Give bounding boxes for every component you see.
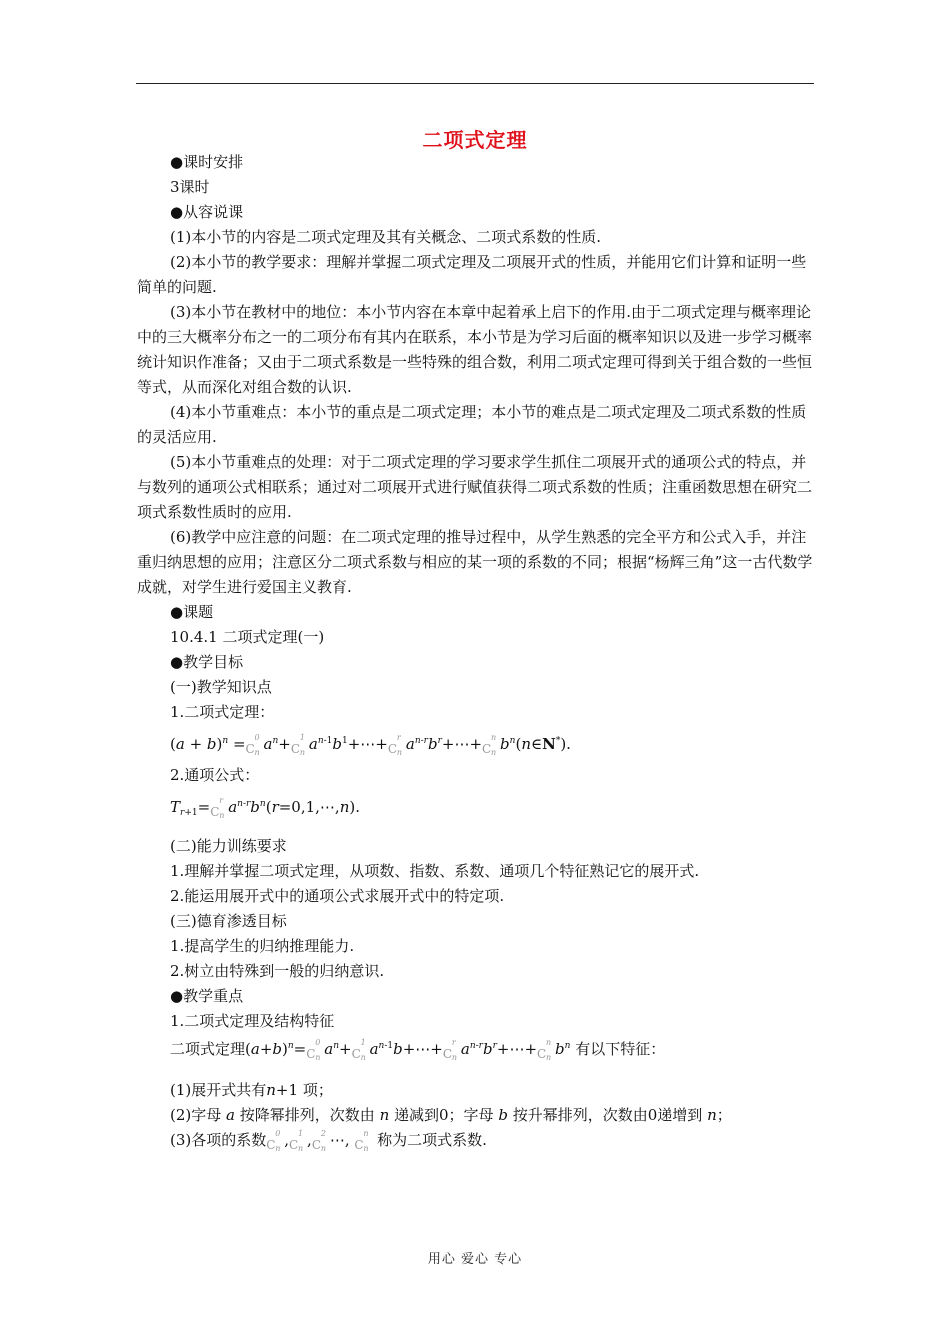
feature-2-d: 按升幂排列，次数由0递增到: [512, 1106, 703, 1124]
feature-2-a: (2)字母: [170, 1106, 222, 1124]
goal-1-2: 2.通项公式：: [170, 766, 260, 784]
feature-2: (2)字母 a 按降幂排列，次数由 n 递减到0；字母 b 按升幂排列，次数由0递增到 n；: [170, 1106, 732, 1124]
goal-1-1: 1.二项式定理：: [170, 703, 275, 721]
schedule-text: 3课时: [170, 178, 210, 196]
page-title: 二项式定理: [422, 128, 528, 152]
feature-2-c: 递减到0；字母: [394, 1106, 494, 1124]
heading-intro: ●从容说课: [170, 203, 244, 221]
feature-2-e: ；: [716, 1106, 732, 1124]
goal-2: (二)能力训练要求: [170, 837, 287, 855]
feature-3: (3)各项的系数 C 0 n , C 1 n , C 2 n ⋯, C n n 称为二项式系数.: [170, 1129, 487, 1153]
feature-3-a: (3)各项的系数: [170, 1131, 267, 1149]
paragraph-2: (2)本小节的教学要求：理解并掌握二项式定理及二项展开式的性质，并能用它们计算和证明一些简单的问题.: [137, 253, 807, 296]
heading-goals: ●教学目标: [170, 653, 244, 671]
feature-1-end: 项；: [302, 1081, 333, 1099]
key-point-1: 1.二项式定理及结构特征: [170, 1012, 335, 1030]
goal-3-2: 2.树立由特殊到一般的归纳意识.: [170, 962, 385, 980]
theorem-features-line: 二项式定理$(a+b)^n=$ C 0 n $a^n+$ C 1 n $a^{n-1}b+\cdots+$ C r n $a^{n-r}b^r+\cdots+$ C n n $b^n$ 有以下特征：: [170, 1038, 666, 1062]
theorem-prefix: 二项式定理: [170, 1040, 246, 1058]
paragraph-1: (1)本小节的内容是二项式定理及其有关概念、二项式系数的性质.: [170, 228, 602, 246]
paragraph-3: (3)本小节在教材中的地位：本小节内容在本章中起着承上启下的作用.由于二项式定理与概率理论中的三大概率分布之一的二项分布有其内在联系，本小节是为学习后面的概率知识以及进一步学习概率统计知识作准备；又由于二项式系数是一些特殊的组合数，利用二项式定理可得到关于组合数的一些恒等式，从而深化对组合数的认识.: [137, 303, 813, 396]
goal-3: (三)德育渗透目标: [170, 912, 287, 930]
header-rule: [136, 83, 814, 84]
feature-3-b: 称为二项式系数.: [377, 1131, 487, 1149]
goal-3-1: 1.提高学生的归纳推理能力.: [170, 937, 355, 955]
paragraph-4: (4)本小节重难点：本小节的重点是二项式定理；本小节的难点是二项式定理及二项式系数的性质的灵活应用.: [137, 403, 807, 446]
feature-2-b: 按降幂排列，次数由: [239, 1106, 375, 1124]
page-footer: 用心 爱心 专心: [427, 1252, 523, 1267]
goal-2-1: 1.理解并掌握二项式定理，从项数、指数、系数、通项几个特征熟记它的展开式.: [170, 862, 700, 880]
feature-1-text: (1)展开式共有: [170, 1081, 267, 1099]
heading-topic: ●课题: [170, 603, 214, 621]
general-term-formula: $T_{r+1}=$ C r n $a^{n-r}b^n(r=0,1,\cdots,n)$.: [170, 796, 360, 820]
paragraph-6: (6)教学中应注意的问题：在二项式定理的推导过程中，从学生熟悉的完全平方和公式入手，并注重归纳思想的应用；注意区分二项式系数与相应的某一项的系数的不同；根据“杨辉三角”这一古代数学成就，对学生进行爱国主义教育.: [137, 528, 813, 596]
document-body: [137, 150, 815, 1155]
goal-2-2: 2.能运用展开式中的通项公式求展开式中的特定项.: [170, 887, 505, 905]
goal-1: (一)教学知识点: [170, 678, 272, 696]
theorem-suffix: 有以下特征：: [575, 1040, 666, 1058]
feature-1: (1)展开式共有n+1 项；: [170, 1081, 333, 1099]
topic-text: 10.4.1 二项式定理(一): [170, 628, 325, 646]
heading-key-points: ●教学重点: [170, 987, 244, 1005]
heading-schedule: ●课时安排: [170, 153, 244, 171]
paragraph-5: (5)本小节重难点的处理：对于二项式定理的学习要求学生抓住二项展开式的通项公式的特点，并与数列的通项公式相联系；通过对二项展开式进行赋值获得二项式系数的性质；注重函数思想在研究二项式系数性质时的应用.: [137, 453, 813, 521]
binomial-theorem-formula: $(a + b)^n$ = C 0 n $a^n+$ C 1 n $a^{n-1}b^1+\cdots+$ C r n $a^{n-r}b^r+\cdots+$ C n n $b^n(n\in N^*)$.: [170, 733, 571, 757]
